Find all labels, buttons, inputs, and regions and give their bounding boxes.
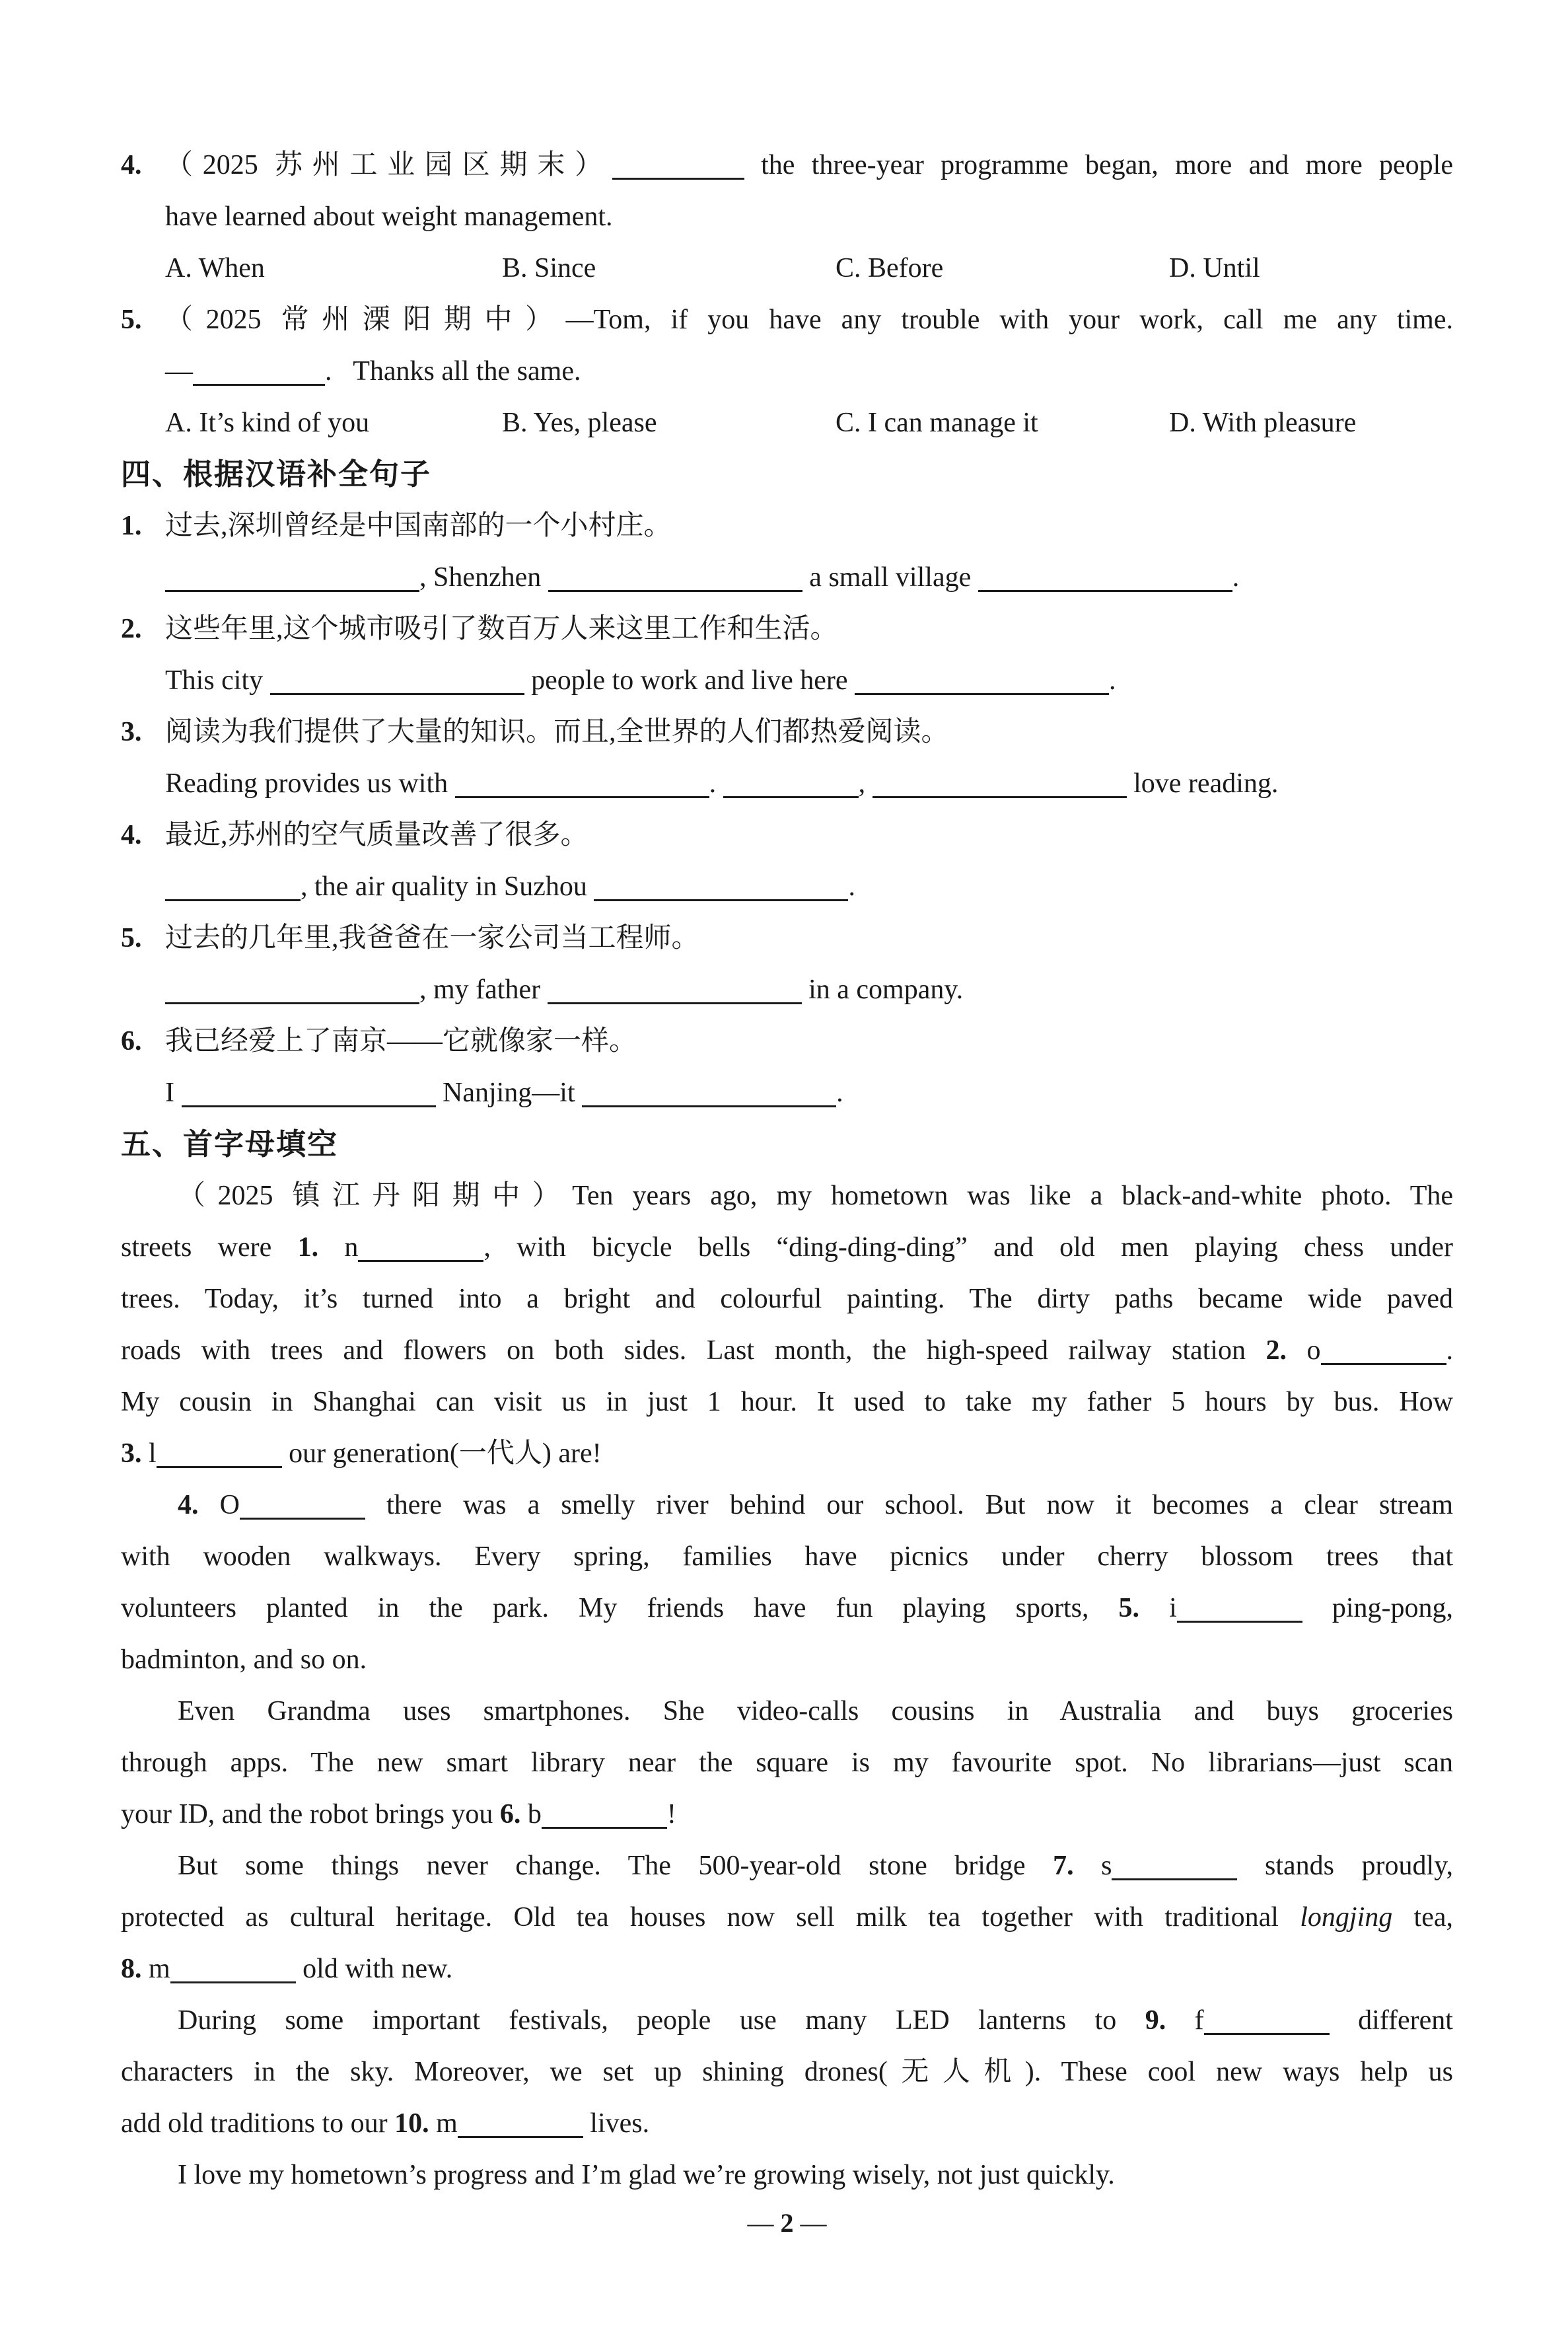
question-number: 3. <box>121 717 142 747</box>
answer-blank[interactable] <box>358 1260 483 1262</box>
s5-para4-line1: But some things never change. The 500-year-old stone bridge 7. s stands proudly, <box>178 1851 1453 1881</box>
page-number: — 2 — <box>747 2208 827 2238</box>
s5-para2-line1: 4. O there was a smelly river behind our school. But now it becomes a clear stream <box>178 1490 1453 1520</box>
question-number: 5. <box>121 305 142 335</box>
q5-option-d: D. With pleasure <box>1169 408 1357 438</box>
s5-para1-line1: （2025 镇江丹阳期中）Ten years ago, my hometown was like a black-and-white photo. The <box>178 1181 1453 1211</box>
s4-item4-english: , the air quality in Suzhou . <box>121 861 1453 912</box>
question-number: 2. <box>121 614 142 644</box>
q4-option-c: C. Before <box>836 253 944 283</box>
q5-option-a: A. It’s kind of you <box>165 408 370 438</box>
answer-blank[interactable] <box>548 1002 802 1004</box>
s5-closing-line: I love my hometown’s progress and I’m glad we’re growing wisely, not just quickly. <box>178 2160 1115 2190</box>
answer-blank[interactable] <box>182 1105 436 1107</box>
q4-options-row <box>121 242 1453 294</box>
answer-blank[interactable] <box>855 693 1109 695</box>
q5-stem-line-1: 5. （2025 常州溧阳期中）—Tom, if you have any trouble with your work, call me any time. <box>121 294 1453 346</box>
q4-option-b: B. Since <box>502 253 596 283</box>
question-number: 1. <box>121 511 142 541</box>
s5-para4-line3: 8. m old with new. <box>121 1954 453 1984</box>
s5-para4-line2: protected as cultural heritage. Old tea houses now sell milk tea together with traditional longjing tea, <box>121 1902 1454 1933</box>
answer-blank[interactable] <box>455 796 709 798</box>
s5-para2-line2: with wooden walkways. Every spring, families have picnics under cherry blossom trees that <box>121 1541 1453 1572</box>
s4-item5-english: , my father in a company. <box>121 964 1453 1015</box>
s5-para1-line5: My cousin in Shanghai can visit us in just 1 hour. It used to take my father 5 hours by bus. How <box>121 1387 1453 1417</box>
q4-stem-line-1: 4. （2025 苏州工业园区期末） the three-year programme began, more and more people <box>121 139 1453 191</box>
s4-item1-chinese: 1. 过去,深圳曾经是中国南部的一个小村庄。 <box>121 500 1453 552</box>
answer-blank[interactable] <box>157 1466 282 1468</box>
s4-item5-chinese: 5. 过去的几年里,我爸爸在一家公司当工程师。 <box>121 912 1453 964</box>
s5-para5-line1: During some important festivals, people use many LED lanterns to 9. f different <box>178 2005 1453 2036</box>
answer-blank[interactable] <box>1204 2033 1330 2035</box>
s4-item6-english: I Nanjing—it . <box>165 1078 843 1108</box>
answer-blank[interactable] <box>873 796 1127 798</box>
answer-blank[interactable] <box>1321 1363 1446 1365</box>
s4-item3-chinese: 3. 阅读为我们提供了大量的知识。而且,全世界的人们都热爱阅读。 <box>121 706 1453 758</box>
s5-para2-line4: badminton, and so on. <box>121 1644 367 1675</box>
answer-blank[interactable] <box>548 590 802 592</box>
s5-para3-line1: Even Grandma uses smartphones. She video-calls cousins in Australia and buys groceries <box>178 1696 1453 1726</box>
s4-item4-chinese: 4. 最近,苏州的空气质量改善了很多。 <box>121 809 1453 861</box>
q5-option-b: B. Yes, please <box>502 408 657 438</box>
page-content <box>121 139 1453 2243</box>
answer-blank[interactable] <box>723 796 859 798</box>
s5-para1-line3: trees. Today, it’s turned into a bright and colourful painting. The dirty paths became wide paved <box>121 1284 1453 1314</box>
s4-item2-english: This city people to work and live here . <box>165 665 1116 696</box>
s5-para5-line3: add old traditions to our 10. m lives. <box>121 2108 650 2139</box>
s4-item6-chinese: 6. 我已经爱上了南京——它就像家一样。 <box>121 1015 1453 1067</box>
s5-para3-line3: your ID, and the robot brings you 6. b ! <box>121 1799 676 1829</box>
q5-options-row <box>121 397 1453 449</box>
section5-title: 五、首字母填空 <box>121 1127 339 1161</box>
answer-blank[interactable] <box>542 1827 667 1829</box>
answer-blank[interactable] <box>1177 1621 1302 1623</box>
answer-blank[interactable] <box>594 899 848 901</box>
answer-blank[interactable] <box>978 590 1232 592</box>
answer-blank[interactable] <box>193 384 325 386</box>
q4-option-a: A. When <box>165 253 265 283</box>
answer-blank[interactable] <box>612 178 744 180</box>
s5-para1-line6: 3. l our generation(一代人) are! <box>121 1438 602 1469</box>
s4-item3-english: Reading provides us with . , love reading. <box>165 768 1279 799</box>
answer-blank[interactable] <box>582 1105 836 1107</box>
question-number: 6. <box>121 1026 142 1056</box>
s5-para2-line3: volunteers planted in the park. My friends have fun playing sports, 5. i ping-pong, <box>121 1593 1454 1623</box>
question-number: 4. <box>121 820 142 850</box>
question-number: 4. <box>121 150 142 180</box>
answer-blank[interactable] <box>170 1981 296 1983</box>
q5-reply-line: — . Thanks all the same. <box>165 356 581 387</box>
q4-stem-line-2: have learned about weight management. <box>165 202 613 232</box>
answer-blank[interactable] <box>1112 1878 1237 1880</box>
answer-blank[interactable] <box>240 1518 365 1520</box>
s4-item2-chinese: 2. 这些年里,这个城市吸引了数百万人来这里工作和生活。 <box>121 603 1453 655</box>
answer-blank[interactable] <box>270 693 524 695</box>
s5-para3-line2: through apps. The new smart library near the square is my favourite spot. No librarians—just scan <box>121 1748 1453 1778</box>
answer-blank[interactable] <box>458 2136 583 2138</box>
answer-blank[interactable] <box>165 1002 419 1004</box>
answer-blank[interactable] <box>165 899 301 901</box>
answer-blank[interactable] <box>165 590 419 592</box>
question-number: 5. <box>121 923 142 953</box>
s4-item1-english: , Shenzhen a small village . <box>121 552 1453 603</box>
section4-title: 四、根据汉语补全句子 <box>121 457 432 491</box>
s5-para1-line2: streets were 1. n , with bicycle bells “ding-ding-ding” and old men playing chess under <box>121 1232 1453 1263</box>
q4-option-d: D. Until <box>1169 253 1260 283</box>
q5-option-c: C. I can manage it <box>836 408 1038 438</box>
s5-para1-line4: roads with trees and flowers on both sides. Last month, the high-speed railway station 2. o . <box>121 1335 1454 1366</box>
s5-para5-line2: characters in the sky. Moreover, we set up shining drones(无人机). These cool new ways help us <box>121 2057 1453 2087</box>
